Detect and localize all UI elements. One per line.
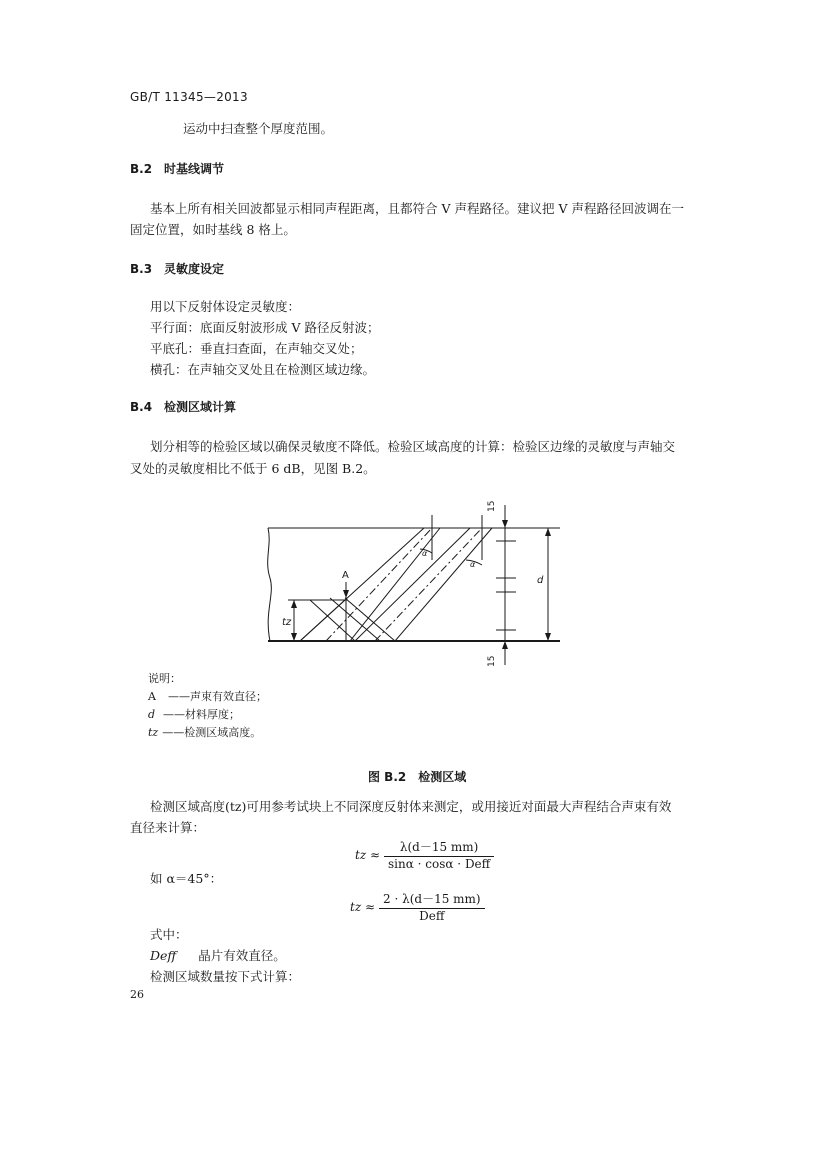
deff-description: 晶片有效直径。 — [198, 948, 286, 963]
formula-numerator: λ(d－15 mm) — [384, 838, 494, 857]
beam1-edge-b — [350, 528, 440, 641]
v-path-c — [345, 598, 395, 641]
label-alpha-1: α — [422, 549, 428, 558]
where-label: 式中： — [150, 927, 188, 942]
intro-line: 运动中扫查整个厚度范围。 — [183, 121, 334, 136]
formula-denominator: Deff — [419, 909, 445, 923]
if-alpha-line: 如 α＝45°： — [150, 871, 223, 886]
standard-number: GB/T 11345—2013 — [130, 90, 248, 104]
beam1-axis — [326, 528, 432, 641]
page-number: 26 — [130, 988, 144, 1001]
figure-caption: 图 B.2 检测区域 — [368, 770, 467, 784]
v-path-d — [310, 600, 355, 641]
b3-line2: 平行面：底面反射波形成 V 路径反射波； — [150, 320, 380, 335]
formula-tz-45 — [350, 890, 485, 923]
b2-paragraph-line2: 固定位置，如时基线 8 格上。 — [130, 222, 296, 237]
label-A: A — [342, 570, 349, 581]
section-heading-b3: B.3 灵敏度设定 — [130, 262, 225, 276]
formula-lhs: tz ≈ — [350, 899, 376, 914]
label-alpha-2: α — [470, 560, 476, 569]
legend-desc: ——声束有效直径； — [167, 690, 267, 703]
tz-text-line2: 直径来计算： — [130, 820, 206, 835]
v-path-a — [300, 600, 345, 641]
label-dim-bottom-15: 15 — [487, 655, 497, 667]
legend-item-A — [148, 688, 267, 706]
count-line: 检测区域数量按下式计算： — [150, 969, 301, 984]
b3-line1: 用以下反射体设定灵敏度： — [150, 299, 301, 314]
legend-item-tz — [148, 724, 261, 742]
beam2-edge-a — [355, 528, 470, 641]
beam2-edge-b — [395, 528, 492, 641]
b3-line3: 平底孔：垂直扫查面，在声轴交叉处； — [150, 341, 363, 356]
beam2-axis — [375, 528, 482, 641]
legend-item-d — [148, 706, 240, 724]
legend-symbol: d — [148, 708, 156, 721]
formula-denominator: sinα · cosα · Deff — [388, 857, 491, 871]
legend-symbol: A — [148, 690, 156, 703]
section-heading-b2: B.2 时基线调节 — [130, 162, 225, 176]
legend-desc: ——材料厚度； — [163, 708, 241, 721]
tz-text-line1: 检测区域高度(tz)可用参考试块上不同深度反射体来测定，或用接近对面最大声程结合声束有效 — [150, 799, 672, 814]
legend-title: 说明： — [148, 672, 181, 685]
formula-numerator: 2 · λ(d－15 mm) — [379, 890, 485, 909]
legend-desc: ——检测区域高度。 — [162, 726, 262, 739]
label-dim-top-15: 15 — [487, 500, 497, 512]
b2-paragraph-line1: 基本上所有相关回波都显示相同声程距离，且都符合 V 声程路径。建议把 V 声程路径回波调在一 — [150, 201, 684, 216]
legend-symbol: tz — [148, 726, 159, 739]
deff-symbol: Deff — [150, 948, 177, 963]
b4-line2: 叉处的灵敏度相比不低于 6 dB，见图 B.2。 — [130, 461, 376, 476]
b3-line4: 横孔：在声轴交叉处且在检测区域边缘。 — [150, 362, 376, 377]
section-heading-b4: B.4 检测区域计算 — [130, 400, 237, 414]
label-tz: tz — [282, 617, 292, 628]
deff-definition — [150, 945, 286, 967]
formula-tz-general — [355, 838, 494, 871]
plate-break-edge — [268, 528, 272, 641]
b4-line1: 划分相等的检验区域以确保灵敏度不降低。检验区域高度的计算：检验区边缘的灵敏度与声轴交 — [150, 439, 676, 454]
label-d: d — [537, 575, 544, 586]
formula-lhs: tz ≈ — [355, 847, 381, 862]
